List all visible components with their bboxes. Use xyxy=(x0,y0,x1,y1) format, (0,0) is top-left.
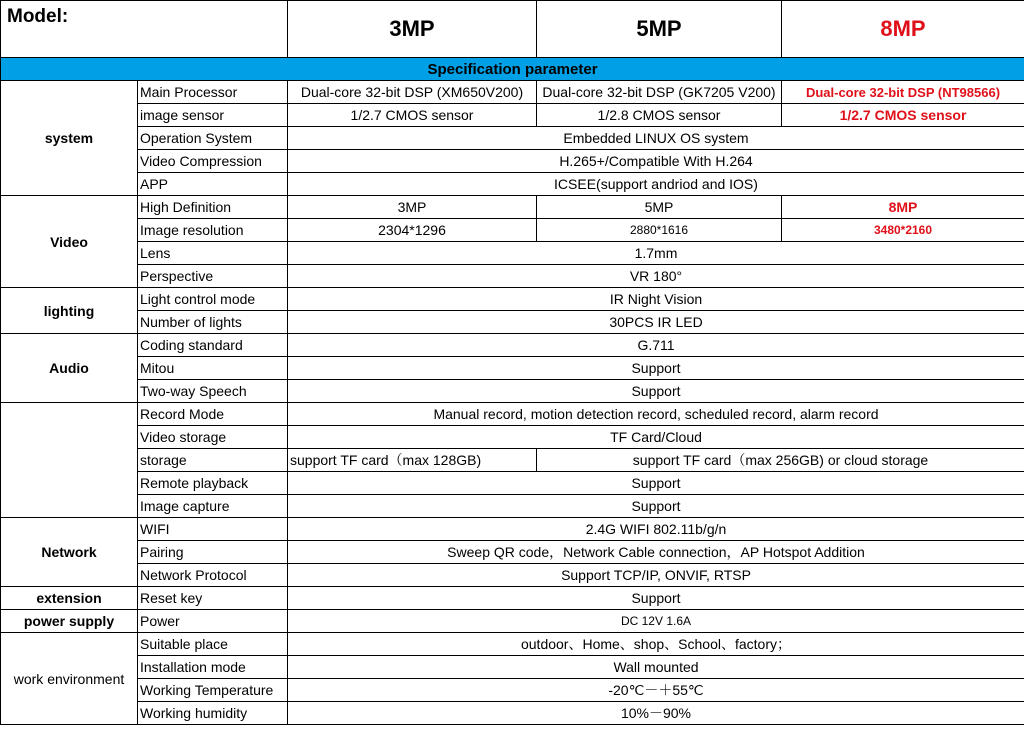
table-row xyxy=(1,679,1024,702)
table-row xyxy=(1,702,1024,725)
model-8mp: 8MP xyxy=(782,1,1024,58)
table-row xyxy=(1,288,1024,311)
category-video: Video xyxy=(1,196,138,288)
value-5mp: 5MP xyxy=(537,196,782,219)
value-all: Support xyxy=(288,380,1024,403)
param-label: Coding standard xyxy=(138,334,288,357)
value-5mp: 2880*1616 xyxy=(537,219,782,242)
table-row xyxy=(1,633,1024,656)
table-row xyxy=(1,656,1024,679)
table-row xyxy=(1,495,1024,518)
table-row xyxy=(1,564,1024,587)
value-all: Support TCP/IP, ONVIF, RTSP xyxy=(288,564,1024,587)
category-audio: Audio xyxy=(1,334,138,403)
table-row xyxy=(1,242,1024,265)
value-8mp: 3480*2160 xyxy=(782,219,1024,242)
value-all: VR 180° xyxy=(288,265,1024,288)
table-row xyxy=(1,173,1024,196)
value-all: 2.4G WIFI 802.11b/g/n xyxy=(288,518,1024,541)
value-all: 1.7mm xyxy=(288,242,1024,265)
table-row xyxy=(1,311,1024,334)
value-all: ICSEE(support andriod and IOS) xyxy=(288,173,1024,196)
param-label: Remote playback xyxy=(138,472,288,495)
table-row xyxy=(1,610,1024,633)
table-row xyxy=(1,541,1024,564)
table-row xyxy=(1,334,1024,357)
value-all: Support xyxy=(288,587,1024,610)
value-all: Support xyxy=(288,472,1024,495)
value-3mp: 2304*1296 xyxy=(288,219,537,242)
value-all: outdoor、Home、shop、School、factory； xyxy=(288,633,1024,656)
table-row xyxy=(1,81,1024,104)
model-label: Model: xyxy=(1,1,288,58)
param-label: Suitable place xyxy=(138,633,288,656)
param-label: Working humidity xyxy=(138,702,288,725)
category-lighting: lighting xyxy=(1,288,138,334)
param-label: Image resolution xyxy=(138,219,288,242)
table-row xyxy=(1,403,1024,426)
value-3mp: 3MP xyxy=(288,196,537,219)
value-all: -20℃－＋55℃ xyxy=(288,679,1024,702)
table-row xyxy=(1,518,1024,541)
param-label: Mitou xyxy=(138,357,288,380)
value-3mp: Dual-core 32-bit DSP (XM650V200) xyxy=(288,81,537,104)
value-all: Sweep QR code，Network Cable connection，AP Hotspot Addition xyxy=(288,541,1024,564)
value-3mp: support TF card（max 128GB) xyxy=(288,449,537,472)
category-extension: extension xyxy=(1,587,138,610)
spec-title-row xyxy=(1,58,1024,81)
param-label: Perspective xyxy=(138,265,288,288)
table-row xyxy=(1,127,1024,150)
value-all: 30PCS IR LED xyxy=(288,311,1024,334)
value-all: G.711 xyxy=(288,334,1024,357)
param-label: Number of lights xyxy=(138,311,288,334)
model-5mp: 5MP xyxy=(537,1,782,58)
param-label: High Definition xyxy=(138,196,288,219)
value-all: H.265+/Compatible With H.264 xyxy=(288,150,1024,173)
value-5mp: 1/2.8 CMOS sensor xyxy=(537,104,782,127)
table-row xyxy=(1,219,1024,242)
table-row xyxy=(1,196,1024,219)
param-label: Image capture xyxy=(138,495,288,518)
param-label: Pairing xyxy=(138,541,288,564)
param-label: Video Compression xyxy=(138,150,288,173)
value-all: 10%－90% xyxy=(288,702,1024,725)
category-storage xyxy=(1,403,138,518)
value-all: Support xyxy=(288,357,1024,380)
value-all: Manual record, motion detection record, scheduled record, alarm record xyxy=(288,403,1024,426)
table-row xyxy=(1,380,1024,403)
table-row xyxy=(1,357,1024,380)
param-label: storage xyxy=(138,449,288,472)
value-5mp: Dual-core 32-bit DSP (GK7205 V200) xyxy=(537,81,782,104)
model-header-row xyxy=(1,1,1024,58)
param-label: Installation mode xyxy=(138,656,288,679)
value-all: TF Card/Cloud xyxy=(288,426,1024,449)
value-all: IR Night Vision xyxy=(288,288,1024,311)
value-all: Embedded LINUX OS system xyxy=(288,127,1024,150)
param-label: WIFI xyxy=(138,518,288,541)
param-label: APP xyxy=(138,173,288,196)
table-row xyxy=(1,265,1024,288)
value-8mp: Dual-core 32-bit DSP (NT98566) xyxy=(782,81,1024,104)
table-row xyxy=(1,472,1024,495)
value-all: DC 12V 1.6A xyxy=(288,610,1024,633)
param-label: Network Protocol xyxy=(138,564,288,587)
category-work-environment: work environment xyxy=(1,633,138,725)
value-all: Support xyxy=(288,495,1024,518)
table-row xyxy=(1,150,1024,173)
value-8mp: 1/2.7 CMOS sensor xyxy=(782,104,1024,127)
param-label: Lens xyxy=(138,242,288,265)
param-label: Light control mode xyxy=(138,288,288,311)
param-label: Two-way Speech xyxy=(138,380,288,403)
value-3mp: 1/2.7 CMOS sensor xyxy=(288,104,537,127)
param-label: image sensor xyxy=(138,104,288,127)
category-system: system xyxy=(1,81,138,196)
value-all: Wall mounted xyxy=(288,656,1024,679)
param-label: Record Mode xyxy=(138,403,288,426)
spec-title: Specification parameter xyxy=(1,58,1024,81)
table-row xyxy=(1,104,1024,127)
param-label: Video storage xyxy=(138,426,288,449)
param-label: Main Processor xyxy=(138,81,288,104)
param-label: Reset key xyxy=(138,587,288,610)
value-5mp-8mp: support TF card（max 256GB) or cloud storage xyxy=(537,449,1024,472)
table-row xyxy=(1,426,1024,449)
value-8mp: 8MP xyxy=(782,196,1024,219)
param-label: Working Temperature xyxy=(138,679,288,702)
model-3mp: 3MP xyxy=(288,1,537,58)
category-power: power supply xyxy=(1,610,138,633)
table-row xyxy=(1,449,1024,472)
category-network: Network xyxy=(1,518,138,587)
param-label: Power xyxy=(138,610,288,633)
table-row xyxy=(1,587,1024,610)
param-label: Operation System xyxy=(138,127,288,150)
